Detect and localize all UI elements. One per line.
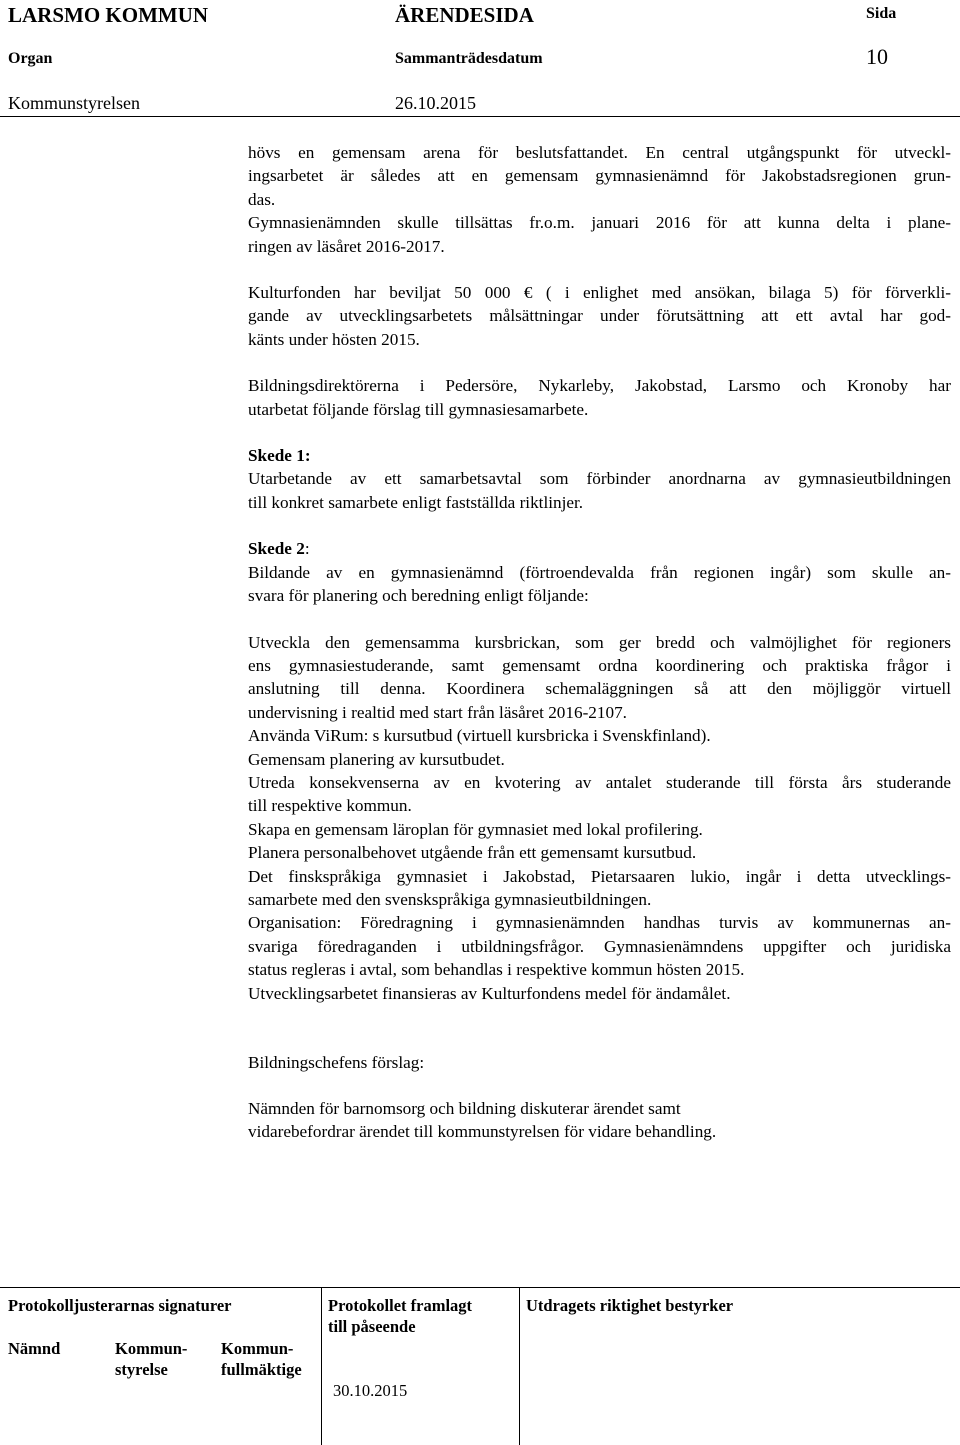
text-line: Bildningsdirektörerna i Pedersöre, Nykarleby, Jakobstad, Larsmo och Kronoby har bbox=[248, 376, 951, 396]
proposal-heading-block bbox=[248, 1051, 951, 1074]
column-kommunstyrelse bbox=[115, 1338, 187, 1380]
list-line: till respektive kommun. bbox=[248, 796, 412, 816]
page-number: 10 bbox=[866, 44, 888, 69]
text-line: till konkret samarbete enligt fastställda riktlinjer. bbox=[248, 492, 584, 512]
list-line: Utreda konsekvenserna av en kvotering av antalet studerande till första års studerande bbox=[248, 772, 951, 792]
text-line: gande av utvecklingsarbetets målsättningar under förutsättning att ett avtal har god- bbox=[248, 306, 951, 326]
presented-label-line-1: Protokollet framlagt bbox=[328, 1296, 473, 1315]
column-kommunfullmaktige bbox=[221, 1338, 302, 1380]
list-line: Utvecklingsarbetet finansieras av Kulturfondens medel för ändamålet. bbox=[248, 983, 731, 1003]
list-line: ens gymnasiestuderande, samt gemensamt ordna koordinering och praktiska frågor i bbox=[248, 655, 951, 675]
text-line: Nämnden för barnomsorg och bildning diskuterar ärendet samt bbox=[248, 1099, 681, 1118]
list-line: Organisation: Föredragning i gymnasienämnden handhas turvis av kommunernas an- bbox=[248, 913, 951, 933]
text-line: das. bbox=[248, 189, 276, 209]
text-line: ringen av läsåret 2016-2017. bbox=[248, 236, 445, 256]
list-line: Gemensam planering av kursutbudet. bbox=[248, 749, 505, 769]
document-type: ÄRENDESIDA bbox=[395, 3, 534, 27]
municipality-name: LARSMO KOMMUN bbox=[8, 3, 209, 27]
stage-2-heading bbox=[248, 537, 951, 560]
list-line: samarbete med den svenskspråkiga gymnasieutbildningen. bbox=[248, 889, 652, 909]
column-kf-line-2: fullmäktige bbox=[221, 1360, 302, 1379]
document-body bbox=[248, 141, 951, 1005]
paragraph-funding bbox=[248, 281, 951, 351]
list-line: Använda ViRum: s kursutbud (virtuell kursbricka i Svenskfinland). bbox=[248, 726, 711, 746]
list-line: Det finskspråkiga gymnasiet i Jakobstad, Pietarsaaren lukio, ingår i detta utvecklings- bbox=[248, 866, 951, 886]
meeting-date-label: Sammanträdesdatum bbox=[395, 50, 543, 67]
column-kf-line-1: Kommun- bbox=[221, 1339, 294, 1358]
list-line: undervisning i realtid med start från läsåret 2016-2107. bbox=[248, 702, 627, 722]
list-line: Utveckla den gemensamma kursbrickan, som ger bredd och valmöjlighet för regioners bbox=[248, 632, 951, 652]
stage-2-heading-colon: : bbox=[304, 539, 310, 559]
presented-label bbox=[328, 1295, 472, 1337]
list-line: Planera personalbehovet utgående från ett gemensamt kursutbud. bbox=[248, 843, 697, 863]
list-line: Skapa en gemensam läroplan för gymnasiet med lokal profilering. bbox=[248, 819, 703, 839]
text-line: känts under hösten 2015. bbox=[248, 329, 420, 349]
column-ks-line-2: styrelse bbox=[115, 1360, 168, 1379]
text-line: ingsarbetet är således att en gemensam gymnasienämnd för Jakobstadsregionen grun- bbox=[248, 166, 951, 186]
page-label: Sida bbox=[866, 5, 897, 22]
presented-label-line-2: till påseende bbox=[328, 1317, 416, 1336]
text-line: Kulturfonden har beviljat 50 000 € ( i enlighet med ansökan, bilaga 5) för förverkli- bbox=[248, 283, 951, 303]
list-line: status regleras i avtal, som behandlas i respektive kommun hösten 2015. bbox=[248, 960, 745, 980]
proposal-block bbox=[248, 1097, 951, 1144]
proposal-heading: Bildningschefens förslag: bbox=[248, 1053, 425, 1072]
stage-1-heading: Skede 1: bbox=[248, 446, 311, 466]
paragraph-directors bbox=[248, 374, 951, 421]
column-namnd: Nämnd bbox=[8, 1339, 61, 1358]
column-ks-line-1: Kommun- bbox=[115, 1339, 188, 1358]
column-divider bbox=[519, 1287, 520, 1445]
text-line: svara för planering och beredning enligt följande: bbox=[248, 586, 589, 606]
signatures-label: Protokolljusterarnas signaturer bbox=[8, 1296, 232, 1315]
text-line: utarbetat följande förslag till gymnasiesamarbete. bbox=[248, 399, 589, 419]
stage-1-section bbox=[248, 444, 951, 514]
stage-2-heading-text: Skede 2 bbox=[248, 539, 305, 559]
organ-label: Organ bbox=[8, 50, 53, 67]
text-line: vidarebefordrar ärendet till kommunstyrelsen för vidare behandling. bbox=[248, 1122, 717, 1142]
stage-2-section bbox=[248, 537, 951, 607]
meeting-date: 26.10.2015 bbox=[395, 93, 476, 113]
paragraph-intro bbox=[248, 141, 951, 258]
header-divider bbox=[0, 116, 960, 117]
presented-date: 30.10.2015 bbox=[333, 1381, 408, 1400]
text-line: Gymnasienämnden skulle tillsättas fr.o.m. januari 2016 för att kunna delta i plane- bbox=[248, 213, 951, 233]
text-line: hövs en gemensam arena för beslutsfattandet. En central utgångspunkt för utveckl- bbox=[248, 143, 951, 162]
text-line: Utarbetande av ett samarbetsavtal som förbinder anordnarna av gymnasieutbildningen bbox=[248, 469, 951, 489]
footer-divider bbox=[0, 1287, 960, 1288]
certified-label: Utdragets riktighet bestyrker bbox=[526, 1296, 734, 1315]
organ-name: Kommunstyrelsen bbox=[8, 93, 140, 113]
text-line: Bildande av en gymnasienämnd (förtroendevalda från regionen ingår) som skulle an- bbox=[248, 562, 951, 582]
list-line: anslutning till denna. Koordinera schemaläggningen så att den möjliggör virtuell bbox=[248, 679, 951, 699]
task-list bbox=[248, 631, 951, 1006]
column-divider bbox=[321, 1287, 322, 1445]
list-line: svariga föredraganden i utbildningsfrågor. Gymnasienämndens uppgifter och juridiska bbox=[248, 936, 951, 956]
